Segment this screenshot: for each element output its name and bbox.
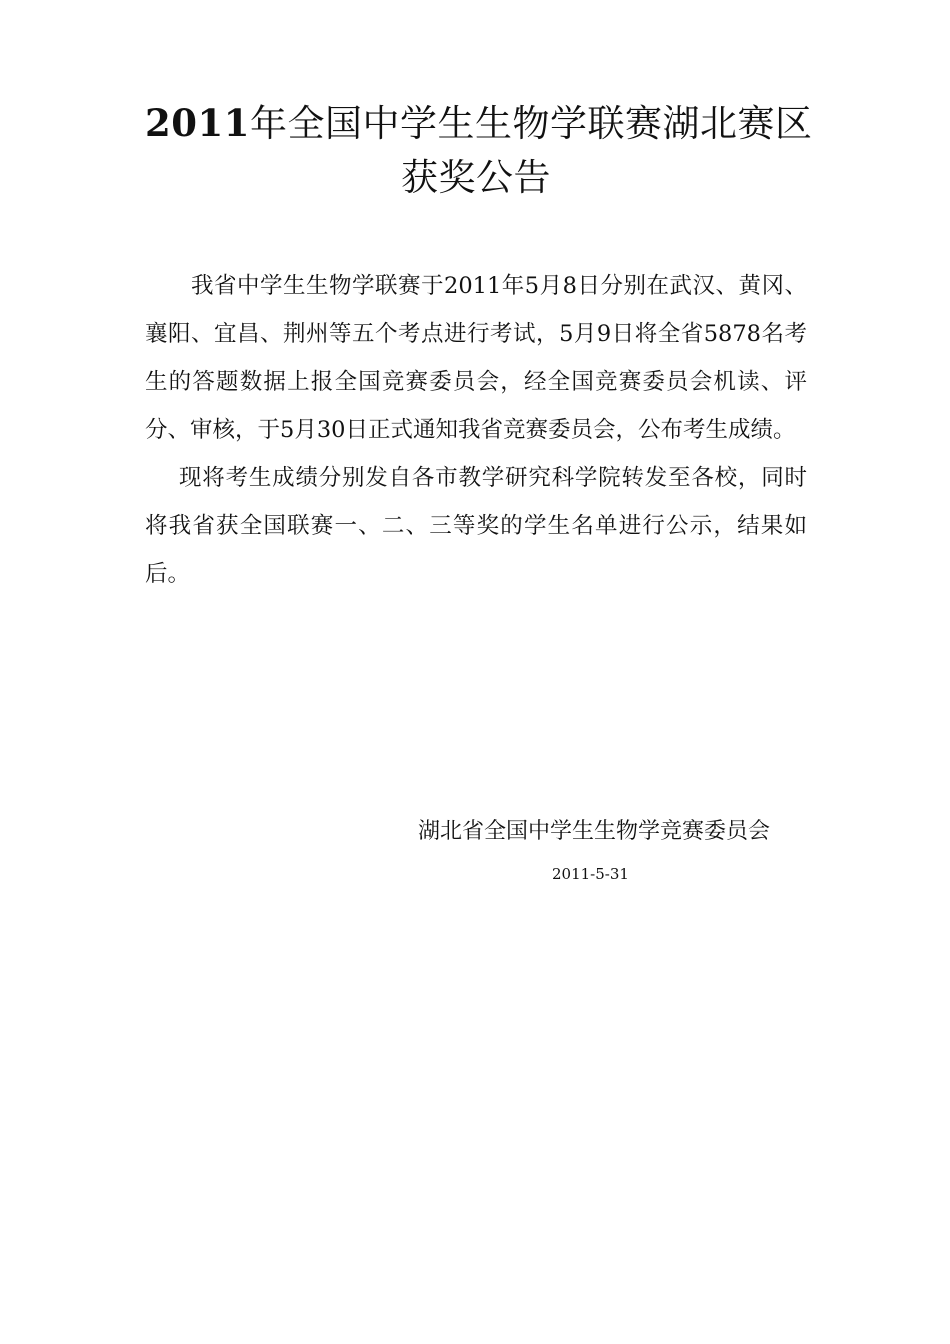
- title-line-1: [145, 96, 813, 151]
- announcement-title: [145, 96, 813, 205]
- title-line-2: 获奖公告: [401, 156, 551, 199]
- issue-date: 2011-5-31: [552, 865, 629, 883]
- issuer-signature: 湖北省全国中学生生物学竞赛委员会: [418, 819, 771, 844]
- paragraph-1: 我省中学生生物学联赛于2011年5月8日分别在武汉、黄冈、襄阳、宜昌、荆州等五个考点进行考试，5月9日将全省5878名考生的答题数据上报全国竞赛委员会，经全国竞赛委员会机读、评分、审核，于5月30日正式通知我省竞赛委员会，公布考生成绩。: [145, 273, 807, 443]
- title-year: 2011: [145, 101, 250, 145]
- paragraph-2: 现将考生成绩分别发自各市教学研究科学院转发至各校，同时将我省获全国联赛一、二、三等奖的学生名单进行公示，结果如后。: [145, 465, 807, 587]
- title-line-1-text: 年全国中学生生物学联赛湖北赛区: [249, 102, 813, 145]
- announcement-body: [145, 262, 807, 598]
